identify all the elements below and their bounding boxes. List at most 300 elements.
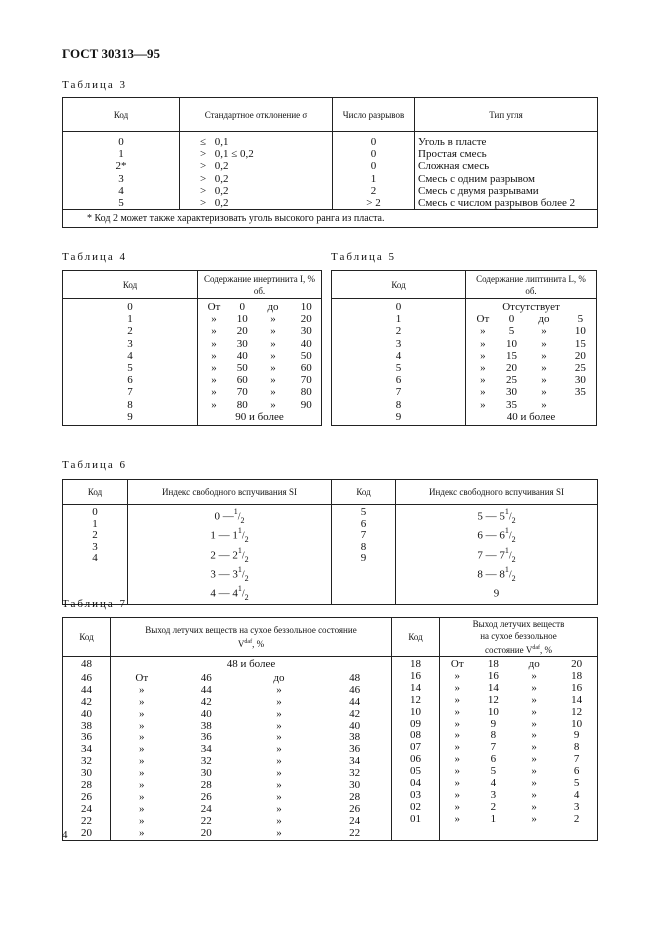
table-7-left-range-cell: »	[139, 731, 145, 744]
table-5-range-cell: 25	[574, 362, 586, 375]
table-5-range-row	[466, 386, 596, 398]
table-7-right-range-cell: 18	[571, 669, 583, 682]
table-7-left-range-cell: до	[273, 671, 285, 684]
table-7-left-range-cell: 46	[200, 671, 212, 684]
table-7-left-range-cell: 42	[349, 707, 361, 720]
table-6-si-value: 3 — $3^1/_2$	[210, 565, 249, 583]
table-7-right-range-cell: 14	[487, 681, 499, 694]
table-7-left-range-cell: 32	[200, 755, 212, 768]
table-5-range-cell: »	[541, 386, 547, 399]
table-3-header-breaks: Число разрывов	[333, 98, 415, 132]
table-7-right-range-cell: »	[454, 681, 461, 694]
table-7-code: 42	[81, 695, 92, 708]
table-3-breaks: 1	[370, 172, 377, 185]
table-3-sigma-row: ≤ 0,1	[200, 136, 229, 148]
table-7-left-range-cell: 30	[200, 767, 212, 780]
table-5-header-code: Код	[391, 279, 406, 290]
table-6-code: 9	[360, 552, 367, 564]
table-3-type: Сложная смесь	[418, 160, 490, 173]
table-7-left-range-cell: »	[276, 814, 282, 827]
table-7-code: 03	[410, 788, 421, 801]
table-6-si-value: 2 — $2^1/_2$	[210, 545, 249, 564]
table-6-code: 7	[360, 529, 367, 541]
table-7-right-range-cell: 7	[490, 741, 497, 754]
table-7-right-range-cell: »	[531, 777, 537, 790]
table-7-header-volatile-left: Выход летучих веществ на сухое беззольное состояние $V^{daf}$, %	[111, 618, 392, 657]
table-4-range-row	[198, 313, 321, 325]
table-7-right-range-cell: »	[531, 741, 537, 754]
table-5-range-cell: 35	[574, 386, 586, 399]
table-7-left-range-cell: 34	[200, 743, 212, 756]
table-3-sigma-row: > 0,2	[200, 172, 229, 185]
table-7-right-range-cell: »	[531, 753, 537, 766]
table-4-code: 9	[127, 410, 133, 423]
table-7-left-range-row	[111, 709, 391, 721]
table-7-right-range-cell: »	[454, 705, 461, 718]
table-7-code: 34	[81, 743, 92, 756]
table-6-header-si-left: Индекс свободного вспучивания SI	[128, 480, 332, 505]
table-7-right-range-cell: 8	[573, 741, 580, 754]
table-7-right-range-cell: »	[454, 788, 461, 801]
table-7-code: 08	[410, 729, 421, 742]
table-5-range-cell: 30	[574, 374, 586, 387]
table-5-first: Отсутствует	[502, 301, 560, 313]
table-4-range-cell: 10	[236, 313, 248, 326]
table-7-right-range-cell: 5	[573, 777, 580, 790]
table-7-right-range-row	[440, 695, 597, 707]
table-7-left-range-cell: 28	[349, 790, 361, 803]
table-4-range-cell: »	[211, 337, 217, 350]
table-7-right-range-cell: 5	[490, 765, 497, 778]
page-number: 4	[62, 829, 68, 841]
table-7-caption: Таблица 7	[62, 598, 128, 610]
table-3-type: Смесь с двумя разрывами	[418, 184, 539, 197]
table-7-right-range-cell: 6	[490, 753, 497, 766]
table-4-range-row	[198, 374, 321, 386]
table-4-code: 3	[127, 337, 133, 350]
table-7-left-range-cell: 48	[349, 671, 361, 684]
table-7-code: 07	[410, 741, 421, 754]
table-4-range-cell: »	[211, 374, 217, 387]
table-4-range-row	[198, 338, 321, 350]
table-7-right-range-cell: 12	[571, 705, 583, 718]
table-4-code: 6	[127, 374, 133, 387]
table-7-right-range-cell: 10	[487, 705, 499, 718]
table-5-range-cell: »	[541, 374, 547, 387]
table-4-range-cell: 50	[300, 349, 312, 362]
table-6-header-code-left: Код	[87, 487, 103, 497]
table-4-range-cell: 20	[300, 313, 312, 326]
table-6-si-value: 4 — $4^1/_2$	[210, 584, 249, 603]
table-7-right-range-cell: »	[531, 681, 537, 694]
table-7-right-range-cell: 3	[490, 788, 497, 801]
table-7-right-range-cell: 7	[573, 753, 580, 766]
table-4-range-row	[198, 399, 321, 411]
table-7-left-range-cell: 36	[349, 743, 361, 756]
table-3-header-type: Тип угля	[415, 98, 598, 132]
table-6-code: 6	[360, 517, 367, 530]
table-4-range-cell: »	[270, 337, 276, 350]
table-4-caption: Таблица 4	[62, 251, 128, 263]
table-7-code: 04	[410, 777, 421, 790]
table-5-range-cell: 25	[505, 374, 517, 387]
table-7-left-range-cell: 40	[200, 707, 212, 720]
table-5-caption: Таблица 5	[331, 251, 397, 263]
table-5-code: 9	[395, 410, 402, 423]
table-3-footnote: * Код 2 может также характеризовать уголь высокого ранга из пласта.	[87, 213, 385, 225]
table-7-left-range-row	[111, 685, 391, 697]
table-7-left-range-cell: 28	[200, 779, 212, 792]
table-7-code: 24	[81, 802, 92, 815]
table-5-range-cell: »	[541, 362, 547, 375]
table-5-range-cell: до	[538, 313, 550, 326]
table-7-left-range-cell: »	[139, 767, 145, 780]
table-3-breaks: > 2	[366, 197, 381, 210]
table-7-code: 38	[81, 719, 92, 732]
table-7-right-range-cell: »	[531, 788, 537, 801]
table-7-left-range-cell: 22	[349, 826, 361, 839]
table-7-code: 36	[81, 731, 92, 744]
table-3-code: 2*	[115, 160, 127, 173]
table-7-code: 06	[410, 753, 421, 766]
table-7-right-range-cell: »	[454, 800, 461, 813]
table-7-right-range-cell: »	[531, 669, 537, 682]
table-4-code: 8	[127, 398, 133, 411]
table-7-code: 44	[81, 683, 92, 696]
table-7-left-range-cell: »	[139, 802, 145, 815]
table-5-range-cell: »	[541, 349, 547, 362]
table-7-right-range-cell: »	[454, 693, 461, 706]
table-5-code: 1	[395, 313, 402, 326]
table-4-code: 1	[127, 313, 133, 326]
table-4-code: 7	[127, 386, 133, 399]
table-5-range-cell: »	[480, 349, 486, 362]
table-5-range-cell: »	[541, 337, 547, 350]
table-5-range-cell: »	[541, 398, 547, 411]
table-7-left-range-cell: »	[276, 695, 282, 708]
table-7-left-range-cell: »	[139, 814, 145, 827]
table-4-code: 2	[127, 325, 133, 338]
table-5-range-cell: 30	[505, 386, 517, 399]
table-5-code: 4	[395, 349, 402, 362]
table-7-code: 40	[81, 707, 92, 720]
table-7-right-range-cell: 9	[573, 729, 580, 742]
table-6-code: 4	[92, 552, 98, 564]
table-7-code: 30	[81, 767, 92, 780]
table-7-left-range-cell: 40	[349, 719, 361, 732]
table-4-range-cell: 80	[300, 386, 312, 399]
table-7-left-range-cell: »	[139, 707, 145, 720]
table-7-right-range-cell: »	[454, 669, 461, 682]
table-4-range-cell: 10	[300, 301, 312, 313]
table-6-si-value: 0 $—^1/_2$	[214, 507, 245, 525]
table-7-left-range-cell: »	[139, 826, 145, 839]
table-4-range-cell: »	[211, 325, 217, 338]
table-5-range-row	[466, 313, 596, 325]
table-5-range-row	[466, 362, 596, 374]
table-7-left-range-cell: »	[276, 779, 282, 792]
table-4-range-cell: »	[211, 386, 217, 399]
table-7-right-range-row	[440, 683, 597, 695]
table-7-right-range-cell: 6	[573, 765, 580, 778]
table-7-right-range-cell: »	[454, 753, 461, 766]
table-5-range-cell: 0	[508, 313, 515, 326]
table-4-range-cell: 90	[300, 398, 312, 411]
table-7-first-value: 48 и более	[226, 658, 276, 670]
table-7-left-range-cell: 24	[349, 814, 361, 827]
table-4-range-cell: »	[211, 313, 217, 326]
table-5-range-cell: От	[476, 313, 490, 326]
table-7-left-range-cell: »	[276, 790, 282, 803]
table-3-header-sigma: Стандартное отклонение σ	[180, 98, 333, 132]
table-7-left-range-cell: »	[139, 695, 145, 708]
table-7-left-range-cell: 20	[200, 826, 212, 839]
table-5-range-cell: 15	[505, 349, 517, 362]
table-7-right-range-cell: »	[531, 812, 537, 825]
table-4-range-cell: »	[270, 313, 276, 326]
table-4-code: 0	[127, 301, 133, 313]
table-7-left-range-cell: 24	[200, 802, 212, 815]
table-5-range-cell: »	[480, 325, 486, 338]
table-4-range-cell: »	[270, 398, 276, 411]
table-6-code: 8	[360, 540, 367, 553]
table-4-range-cell: »	[211, 362, 217, 375]
table-7-right-range-row	[440, 802, 597, 814]
table-4-range-cell: »	[270, 362, 276, 375]
table-5-code: 5	[395, 362, 402, 375]
table-6-header-code-right: Код	[332, 480, 396, 505]
table-3-caption: Таблица 3	[62, 79, 128, 91]
table-5-range-row	[466, 399, 596, 411]
table-7-left-range-cell: »	[276, 719, 282, 732]
table-5-range-cell: »	[541, 325, 547, 338]
table-5-code: 7	[395, 386, 402, 399]
table-7-left-range-cell: 44	[200, 683, 212, 696]
table-7-left-range-cell: 36	[200, 731, 212, 744]
table-4-range-cell: 30	[236, 337, 248, 350]
table-4-range-cell: 30	[300, 325, 312, 338]
table-5-code: 0	[395, 301, 402, 313]
table-7-code: 46	[81, 671, 92, 684]
table-4-range-cell: »	[270, 374, 276, 387]
table-5-range-row	[466, 325, 596, 337]
table-7-right-range-cell: 4	[490, 777, 497, 790]
table-7-code: 16	[410, 669, 421, 682]
table-7	[62, 617, 598, 841]
table-6-code: 1	[92, 517, 98, 530]
table-3-header-code: Код	[113, 109, 129, 120]
table-4-range-row	[198, 301, 321, 313]
table-7-left-range-cell: 38	[200, 719, 212, 732]
table-4	[62, 270, 322, 426]
table-7-right-range-cell: »	[531, 717, 537, 730]
table-7-code: 14	[410, 681, 421, 694]
table-5-range-row	[466, 374, 596, 386]
table-4-range-cell: »	[270, 386, 276, 399]
table-7-right-range-cell: »	[531, 729, 537, 742]
table-7-right-range-row	[440, 814, 597, 826]
table-3-code: 0	[118, 136, 124, 148]
table-7-right-range-cell: »	[454, 777, 461, 790]
table-4-header-content: Содержание инертинита I, % об.	[198, 271, 322, 299]
table-6-si-value: 7 — $7^1/_2$	[477, 545, 516, 564]
table-5-range-cell: 10	[505, 337, 517, 350]
table-6-si-value: 1 — $1^1/_2$	[210, 526, 249, 545]
table-7-code: 18	[410, 658, 421, 670]
table-4-range-row	[198, 350, 321, 362]
table-4-range-cell: »	[270, 325, 276, 338]
table-4-code: 5	[127, 362, 133, 375]
table-5-last: 40 и более	[506, 410, 556, 423]
table-4-range-cell: 50	[236, 362, 248, 375]
table-6-code: 2	[92, 529, 98, 541]
table-4-range-cell: 80	[236, 398, 248, 411]
table-4-range-cell: »	[211, 349, 217, 362]
table-7-right-range-row	[440, 707, 597, 719]
table-7-left-range-cell: »	[276, 826, 282, 839]
table-7-header-code-left: Код	[79, 632, 94, 642]
table-7-header-code-right: Код	[392, 618, 440, 657]
table-7-right-range-cell: 12	[487, 693, 499, 706]
table-4-range-cell: 20	[236, 325, 248, 338]
table-7-right-range-cell: »	[454, 717, 461, 730]
table-7-left-range-cell: 26	[200, 790, 212, 803]
table-3-type: Смесь с одним разрывом	[418, 172, 535, 185]
table-7-code: 32	[81, 755, 92, 768]
table-7-right-range-cell: 3	[573, 800, 580, 813]
table-3-breaks: 0	[370, 160, 377, 173]
table-4-range-cell: От	[207, 301, 221, 313]
table-7-left-range-cell: 34	[349, 755, 361, 768]
table-6-code: 5	[360, 506, 367, 518]
document-title: ГОСТ 30313—95	[62, 46, 161, 61]
table-7-left-range-cell: 32	[349, 767, 361, 780]
table-7-code: 01	[410, 812, 421, 825]
table-7-left-range-cell: »	[276, 755, 282, 768]
table-3-breaks: 0	[370, 136, 377, 148]
table-4-range-cell: 40	[300, 337, 312, 350]
table-7-left-range-row	[111, 697, 391, 709]
table-7-left-range-cell: »	[276, 802, 282, 815]
table-6-code: 3	[92, 540, 98, 553]
table-7-left-range-cell: 26	[349, 802, 361, 815]
table-7-code: 09	[410, 717, 421, 730]
table-7-left-range-cell: 30	[349, 779, 361, 792]
table-7-right-range-cell: От	[450, 658, 464, 670]
table-4-header-code: Код	[122, 279, 138, 290]
table-5-code: 8	[395, 398, 402, 411]
table-6-si-value: 6 — $6^1/_2$	[477, 526, 516, 545]
table-7-code: 22	[81, 814, 92, 827]
table-6-si-value: 9	[493, 588, 500, 601]
table-7-right-range-cell: 8	[490, 729, 497, 742]
table-5	[331, 270, 597, 426]
table-7-code-first: 48	[81, 658, 92, 670]
table-7-right-range-cell: 1	[490, 812, 497, 825]
table-7-left-range-cell: 38	[349, 731, 361, 744]
table-7-left-range-cell: »	[139, 683, 145, 696]
table-7-left-range-row	[111, 816, 391, 828]
table-6-si-value: 5 — $5^1/_2$	[477, 507, 516, 525]
table-7-right-range-cell: 2	[490, 800, 497, 813]
table-3-sigma-row: > 0,2	[200, 197, 229, 210]
table-7-left-range-row	[111, 804, 391, 816]
table-5-range-cell: 20	[574, 349, 586, 362]
table-7-right-range-cell: »	[454, 765, 461, 778]
table-5-range-cell: »	[480, 386, 486, 399]
table-5-range-cell: 20	[505, 362, 517, 375]
table-7-left-range-cell: »	[276, 707, 282, 720]
table-7-left-range-cell: От	[135, 671, 149, 684]
table-7-right-range-cell: »	[531, 765, 537, 778]
table-7-code: 20	[81, 826, 92, 839]
table-4-range-cell: 70	[236, 386, 248, 399]
table-7-left-range-cell: »	[139, 790, 145, 803]
table-5-code: 3	[395, 337, 402, 350]
table-7-right-range-cell: 10	[571, 717, 583, 730]
table-7-right-range-cell: 20	[571, 658, 583, 670]
table-5-header-content: Содержание липтинита L, % об.	[466, 271, 597, 299]
table-3-sigma-row: > 0,2	[200, 160, 229, 173]
table-3-breaks: 0	[370, 148, 377, 161]
table-5-range-cell: »	[480, 337, 486, 350]
table-4-range-row	[198, 325, 321, 337]
table-7-right-range-cell: 18	[487, 658, 499, 670]
table-7-code: 10	[410, 705, 421, 718]
table-5-range-cell: 35	[505, 398, 517, 411]
table-7-right-range-cell: »	[454, 812, 461, 825]
table-4-range-row	[198, 362, 321, 374]
table-4-range-cell: 60	[236, 374, 248, 387]
table-7-right-range-cell: »	[531, 800, 537, 813]
table-5-code: 2	[395, 325, 402, 338]
table-3-breaks: 2	[370, 184, 377, 197]
table-7-code: 26	[81, 790, 92, 803]
table-3-sigma-row: > 0,1 ≤ 0,2	[200, 148, 254, 161]
table-6-si-value: 8 — $8^1/_2$	[477, 565, 516, 583]
table-7-left-range-cell: »	[276, 743, 282, 756]
table-7-right-range-cell: 2	[573, 812, 580, 825]
table-3-code: 5	[118, 197, 124, 210]
table-6-header-si-right: Индекс свободного вспучивания SI	[396, 480, 598, 505]
table-4-range-cell: »	[270, 349, 276, 362]
table-5-range-cell: 5	[508, 325, 515, 338]
table-4-range-cell: »	[211, 398, 217, 411]
table-3	[62, 97, 598, 228]
table-4-range-cell: 0	[239, 301, 246, 313]
table-4-range-cell: 70	[300, 374, 312, 387]
table-3-code: 4	[118, 184, 124, 197]
table-7-code: 28	[81, 779, 92, 792]
table-5-range-cell: 10	[574, 325, 586, 338]
table-7-right-range-cell: 16	[487, 669, 499, 682]
table-7-right-range-cell: 14	[571, 693, 583, 706]
table-5-range-cell: »	[480, 374, 486, 387]
table-7-code: 12	[410, 693, 421, 706]
table-7-right-range-cell: »	[531, 693, 537, 706]
table-3-type: Смесь с числом разрывов более 2	[418, 197, 576, 210]
table-4-last: 90 и более	[235, 410, 284, 423]
table-3-type: Уголь в пласте	[418, 136, 487, 148]
table-7-left-range-cell: »	[139, 755, 145, 768]
table-5-range-cell: »	[480, 362, 486, 375]
table-7-code: 05	[410, 765, 421, 778]
table-4-range-row	[198, 386, 321, 398]
table-7-right-range-cell: до	[528, 658, 540, 670]
table-5-range-row	[466, 350, 596, 362]
table-7-right-range-cell: 16	[571, 681, 583, 694]
table-7-right-range-cell: »	[531, 705, 537, 718]
